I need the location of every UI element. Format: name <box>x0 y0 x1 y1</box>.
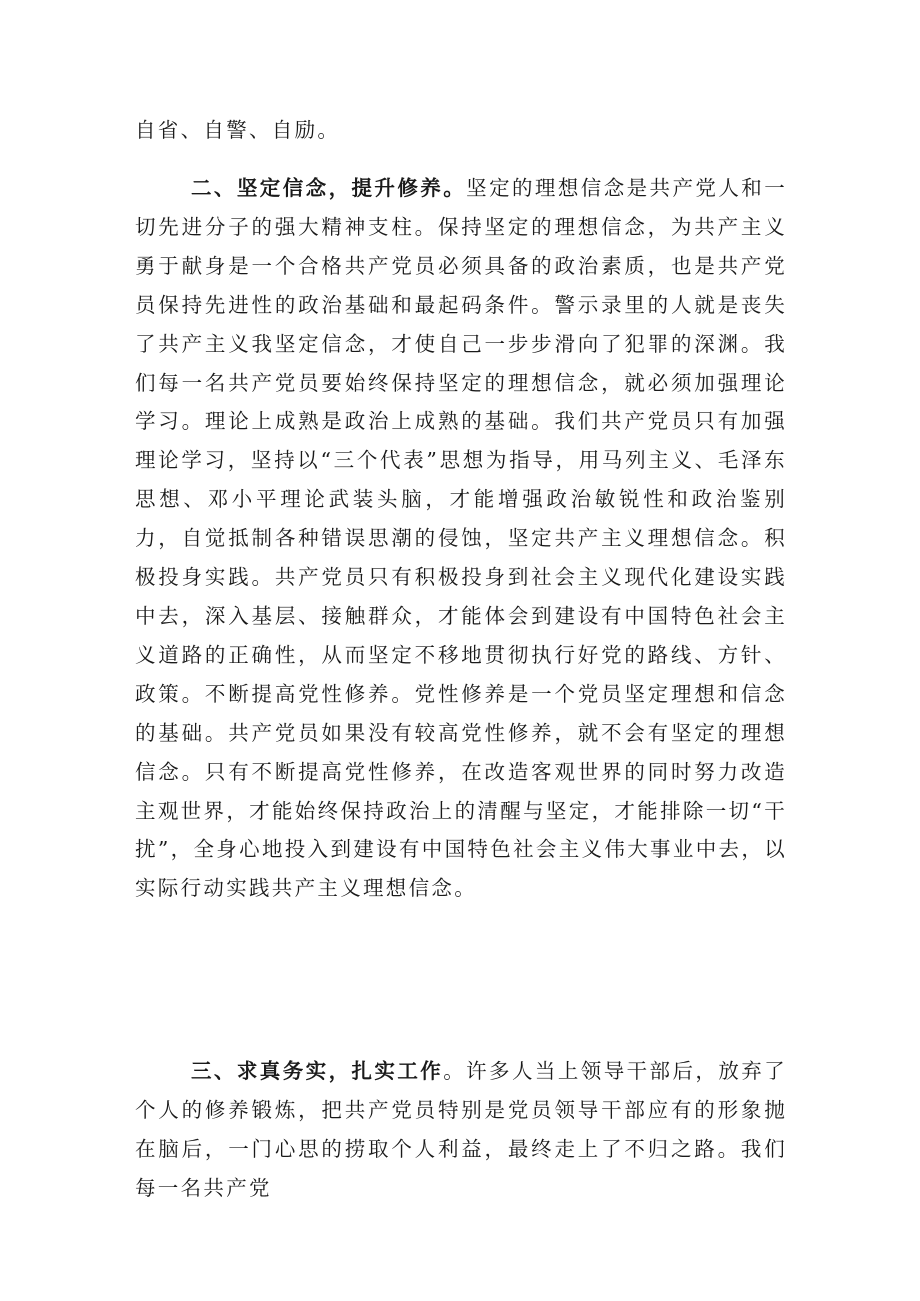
paragraph-section-three <box>135 1052 787 1208</box>
section-two-heading: 二、坚定信念，提升修养。 <box>191 176 467 200</box>
section-two-body: 坚定的理想信念是共产党人和一切先进分子的强大精神支柱。保持坚定的理想信念，为共产主义勇于献身是一个合格共产党员必须具备的政治素质，也是共产党员保持先进性的政治基础和最起码条件。警示录里的人就是丧失了共产主义我坚定信念，才使自己一步步滑向了犯罪的深渊。我们每一名共产党员要始终保持坚定的理想信念，就必须加强理论学习。理论上成熟是政治上成熟的基础。我们共产党员只有加强理论学习，坚持以“三个代表”思想为指导，用马列主义、毛泽东思想、邓小平理论武装头脑，才能增强政治敏锐性和政治鉴别力，自觉抵制各种错误思潮的侵蚀，坚定共产主义理想信念。积极投身实践。共产党员只有积极投身到社会主义现代化建设实践中去，深入基层、接触群众，才能体会到建设有中国特色社会主义道路的正确性，从而坚定不移地贯彻执行好党的路线、方针、政策。不断提高党性修养。党性修养是一个党员坚定理想和信念的基础。共产党员如果没有较高党性修养，就不会有坚定的理想信念。只有不断提高党性修养，在改造客观世界的同时努力改造主观世界，才能始终保持政治上的清醒与坚定，才能排除一切“干扰”，全身心地投入到建设有中国特色社会主义伟大事业中去，以实际行动实践共产主义理想信念。 <box>135 176 787 901</box>
paragraph-section-two <box>135 169 787 908</box>
section-three-heading: 三、求真务实，扎实工作 <box>191 1059 444 1083</box>
paragraph-continuation: 自省、自警、自励。 <box>135 118 341 142</box>
section-three-body: 。许多人当上领导干部后，放弃了个人的修养锻炼，把共产党员特别是党员领导干部应有的形象抛在脑后，一门心思的捞取个人利益，最终走上了不归之路。我们每一名共产党 <box>135 1059 787 1200</box>
